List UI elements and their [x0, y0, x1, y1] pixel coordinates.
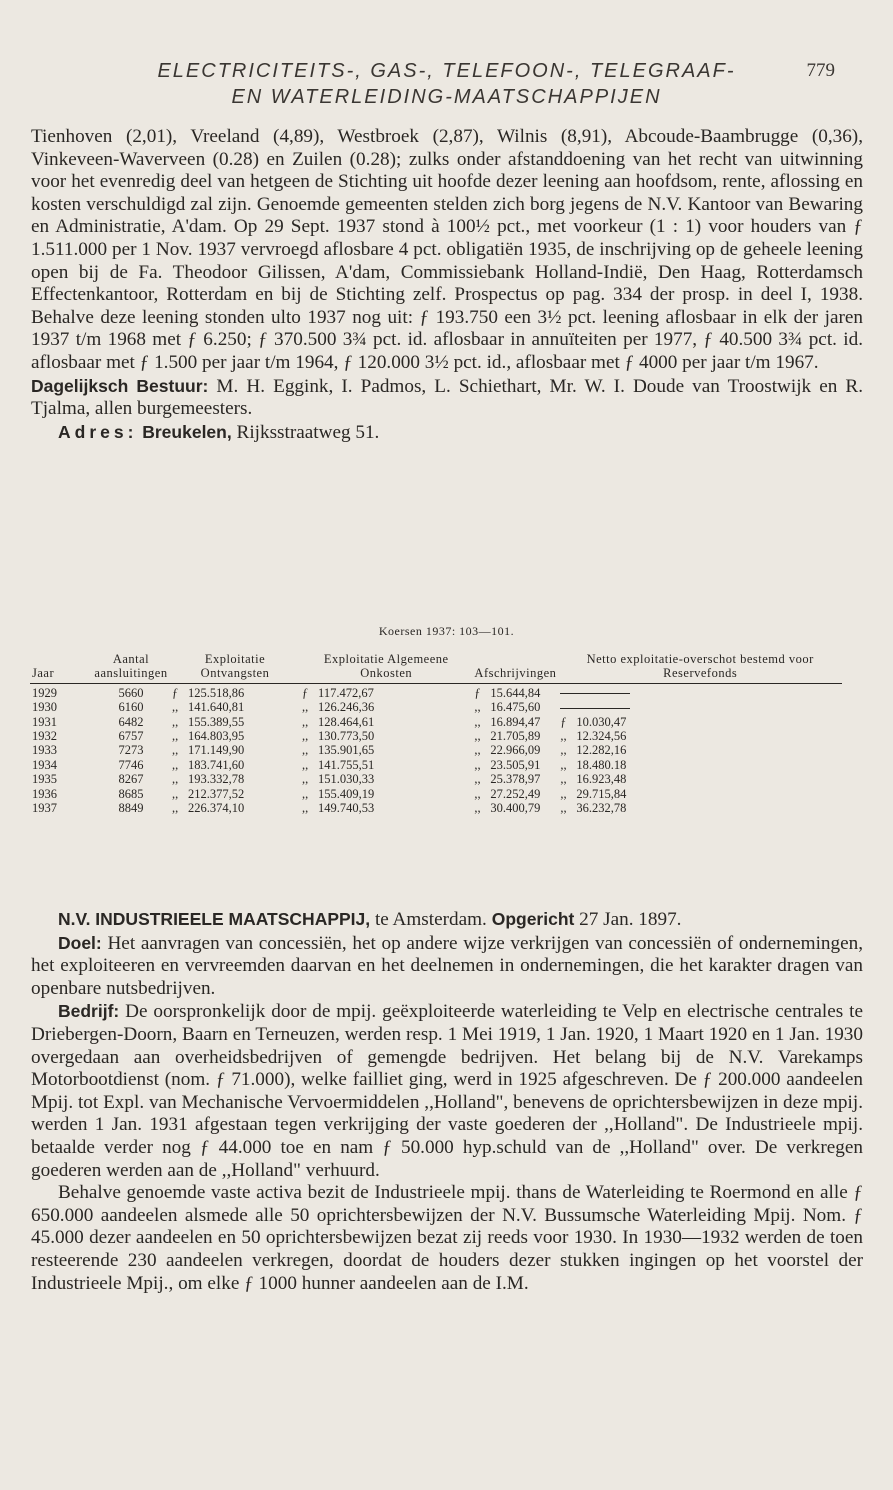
- cell-onkosten: [300, 758, 472, 772]
- currency-mark: ,,: [172, 743, 179, 758]
- amount-value: 171.149,90: [188, 743, 245, 758]
- currency-mark: ,,: [474, 743, 481, 758]
- currency-mark: ,,: [302, 757, 309, 772]
- currency-mark: ,,: [560, 757, 567, 772]
- amount-value: 29.715,84: [576, 786, 627, 801]
- currency-mark: ,,: [302, 700, 309, 715]
- cell-afschrijvingen: [472, 743, 558, 757]
- cell-netto: [558, 772, 842, 786]
- lower-text-block: [31, 908, 863, 1295]
- table-row: [30, 743, 842, 757]
- currency-mark: ,,: [172, 757, 179, 772]
- currency-mark: ,,: [560, 786, 567, 801]
- currency-mark: ,,: [302, 743, 309, 758]
- amount-value: 15.644,84: [490, 685, 541, 700]
- header-netto: Netto exploitatie-overschot bestemd voor Reservefonds: [558, 652, 842, 683]
- currency-mark: ƒ: [560, 714, 567, 729]
- amount-value: 155.389,55: [188, 714, 245, 729]
- currency-mark: ,,: [474, 757, 481, 772]
- paragraph-doel: [31, 932, 863, 1001]
- empty-dash: [560, 693, 630, 694]
- company-name: N.V. INDUSTRIEELE MAATSCHAPPIJ,: [58, 909, 371, 929]
- amount-value: 23.505,91: [490, 757, 541, 772]
- cell-ontvangsten: [170, 683, 300, 700]
- cell-onkosten: [300, 787, 472, 801]
- amount-value: 193.332,78: [188, 772, 245, 787]
- cell-jaar: 1930: [32, 700, 57, 715]
- currency-mark: ,,: [560, 743, 567, 758]
- cell-aantal: 6160: [118, 700, 144, 715]
- amount-value: 149.740,53: [318, 801, 375, 816]
- cell-jaar: 1933: [32, 743, 57, 758]
- cell-onkosten: [300, 700, 472, 714]
- bedrijf-label: Bedrijf:: [58, 1001, 120, 1022]
- cell-netto: [558, 801, 842, 815]
- amount-value: 12.282,16: [576, 743, 627, 758]
- cell-netto: [558, 683, 842, 700]
- table-row: [30, 787, 842, 801]
- currency-mark: ,,: [172, 714, 179, 729]
- currency-mark: ,,: [560, 801, 567, 816]
- amount-value: 10.030,47: [576, 714, 627, 729]
- cell-afschrijvingen: [472, 700, 558, 714]
- header-ontvangsten: Exploitatie Ontvangsten: [170, 652, 300, 683]
- cell-netto: [558, 729, 842, 743]
- running-header: [0, 58, 893, 110]
- currency-mark: ,,: [474, 714, 481, 729]
- cell-ontvangsten: [170, 715, 300, 729]
- currency-mark: ,,: [172, 700, 179, 715]
- paragraph-adres: [31, 421, 863, 445]
- cell-jaar: 1931: [32, 714, 57, 729]
- currency-mark: ,,: [172, 786, 179, 801]
- table-row: [30, 729, 842, 743]
- cell-jaar: 1929: [32, 685, 57, 700]
- cell-netto: [558, 787, 842, 801]
- header-jaar: Jaar: [30, 652, 92, 683]
- amount-value: 22.966,09: [490, 743, 541, 758]
- amount-value: 117.472,67: [318, 685, 374, 700]
- opgericht-date: 27 Jan. 1897.: [574, 909, 682, 930]
- currency-mark: ,,: [172, 772, 179, 787]
- cell-afschrijvingen: [472, 787, 558, 801]
- table-body: [30, 683, 842, 815]
- company-location: te Amsterdam.: [370, 909, 487, 930]
- header-aantal: Aantal aansluitingen: [92, 652, 170, 683]
- amount-value: 130.773,50: [318, 729, 375, 744]
- adres-label: Adres:: [58, 421, 138, 442]
- cell-jaar: 1934: [32, 757, 57, 772]
- cell-ontvangsten: [170, 743, 300, 757]
- cell-onkosten: [300, 801, 472, 815]
- cell-netto: [558, 743, 842, 757]
- cell-jaar: 1935: [32, 772, 57, 787]
- currency-mark: ,,: [302, 729, 309, 744]
- opgericht-label: Opgericht: [486, 909, 575, 929]
- paragraph-leening: Tienhoven (2,01), Vreeland (4,89), Westbroek (2,87), Wilnis (8,91), Abcoude-Baambrugge (0,36), Vinkeveen-Waverveen (0.28) en Zuilen (0.28); zulks onder afstanddoening van het recht van uitwinning voor het evenredig deel van hetgeen de Stichting uit hoofde dezer leening aan hoofdsom, rente, aflossing en kosten verschuldigd zal zijn. Genoemde gemeenten stelden zich borg jegens de N.V. Kantoor van Bewaring en Administratie, A'dam. Op 29 Sept. 1937 stond à 100½ pct., met voorkeur (1 : 1) voor houders van ƒ 1.511.000 per 1 Nov. 1937 vervroegd aflosbare 4 pct. obligatiën 1935, de inschrijving op de geheele leening open bij de Fa. Theodoor Gilissen, A'dam, Commissiebank Holland-Indië, Den Haag, Rotterdamsch Effectenkantoor, Rotterdam en bij de Stichting zelf. Prospectus op pag. 334 der prosp. in deel I, 1938. Behalve deze leening stonden ulto 1937 nog uit: ƒ 193.750 een 3½ pct. leening aflosbaar in elk der jaren 1937 t/m 1968 met ƒ 6.250; ƒ 370.500 3¾ pct. id. aflosbaar in annuïteiten per 1977, ƒ 40.500 3¾ pct. id. aflosbaar met ƒ 1.500 per jaar t/m 1964, ƒ 120.000 3½ pct. id., aflosbaar met ƒ 4000 per jaar t/m 1967.: [31, 126, 863, 373]
- page-number: 779: [806, 60, 835, 81]
- currency-mark: ƒ: [302, 685, 309, 700]
- cell-ontvangsten: [170, 700, 300, 714]
- currency-mark: ,,: [474, 801, 481, 816]
- cell-ontvangsten: [170, 772, 300, 786]
- cell-afschrijvingen: [472, 683, 558, 700]
- bestuur-text: M. H. Eggink, I. Padmos, L. Schiethart, Mr. W. I. Doude van Troostwijk en R. Tjalma, allen burgemeesters.: [31, 375, 863, 420]
- cell-aantal: 6482: [118, 714, 144, 729]
- amount-value: 16.894,47: [490, 714, 541, 729]
- header-line-1: ELECTRICITEITS-, GAS-, TELEFOON-, TELEGRAAF-: [157, 60, 736, 82]
- cell-jaar: 1932: [32, 729, 57, 744]
- cell-onkosten: [300, 772, 472, 786]
- cell-aantal: 6757: [118, 729, 144, 744]
- cell-aantal: 7746: [118, 757, 144, 772]
- amount-value: 212.377,52: [188, 786, 245, 801]
- cell-afschrijvingen: [472, 758, 558, 772]
- adres-city: Breukelen,: [142, 421, 232, 442]
- amount-value: 126.246,36: [318, 700, 375, 715]
- amount-value: 141.755,51: [318, 757, 375, 772]
- financial-table: [30, 652, 842, 815]
- currency-mark: ,,: [302, 714, 309, 729]
- cell-aantal: 8267: [118, 772, 144, 787]
- cell-jaar: 1936: [32, 786, 57, 801]
- table-row: [30, 801, 842, 815]
- cell-aantal: 5660: [118, 685, 144, 700]
- amount-value: 128.464,61: [318, 714, 375, 729]
- currency-mark: ,,: [172, 729, 179, 744]
- cell-ontvangsten: [170, 758, 300, 772]
- amount-value: 226.374,10: [188, 801, 245, 816]
- currency-mark: ,,: [474, 786, 481, 801]
- currency-mark: ,,: [560, 729, 567, 744]
- cell-ontvangsten: [170, 801, 300, 815]
- table-header-row: [30, 652, 842, 683]
- paragraph-nv-title: [31, 908, 863, 932]
- currency-mark: ,,: [474, 729, 481, 744]
- currency-mark: ƒ: [474, 685, 481, 700]
- amount-value: 16.475,60: [490, 700, 541, 715]
- amount-value: 30.400,79: [490, 801, 541, 816]
- cell-afschrijvingen: [472, 772, 558, 786]
- header-afschrijvingen: Afschrijvingen: [472, 652, 558, 683]
- currency-mark: ,,: [172, 801, 179, 816]
- cell-jaar: 1937: [32, 801, 57, 816]
- amount-value: 27.252,49: [490, 786, 541, 801]
- amount-value: 151.030,33: [318, 772, 375, 787]
- amount-value: 16.923,48: [576, 772, 627, 787]
- bestuur-label: Dagelijksch Bestuur:: [31, 375, 209, 396]
- header-onkosten: Exploitatie Algemeene Onkosten: [300, 652, 472, 683]
- amount-value: 25.378,97: [490, 772, 541, 787]
- cell-ontvangsten: [170, 787, 300, 801]
- currency-mark: ,,: [560, 772, 567, 787]
- paragraph-activa: Behalve genoemde vaste activa bezit de Industrieele mpij. thans de Waterleiding te Roermond en alle ƒ 650.000 aandeelen alsmede alle 50 oprichtersbewijzen der N.V. Bussumsche Waterleiding Mpij. Nom. ƒ 45.000 dezer aandeelen en 50 oprichtersbewijzen bezat zij reeds voor 1930. In 1930—1932 werden de toen resteerende 230 aandeelen verkregen, doordat de houders dezer stukken ingingen op het voorstel der Industrieele Mpij., om elke ƒ 1000 hunner aandeelen aan de I.M.: [31, 1182, 863, 1294]
- table-row: [30, 700, 842, 714]
- cell-onkosten: [300, 729, 472, 743]
- amount-value: 164.803,95: [188, 729, 245, 744]
- amount-value: 125.518,86: [188, 685, 245, 700]
- adres-street: Rijksstraatweg 51.: [231, 421, 380, 443]
- cell-onkosten: [300, 715, 472, 729]
- amount-value: 21.705,89: [490, 729, 541, 744]
- cell-aantal: 8685: [118, 786, 144, 801]
- cell-onkosten: [300, 683, 472, 700]
- currency-mark: ,,: [474, 772, 481, 787]
- cell-onkosten: [300, 743, 472, 757]
- cell-afschrijvingen: [472, 729, 558, 743]
- currency-mark: ƒ: [172, 685, 179, 700]
- amount-value: 141.640,81: [188, 700, 245, 715]
- currency-mark: ,,: [302, 786, 309, 801]
- cell-netto: [558, 700, 842, 714]
- paragraph-bedrijf: [31, 1000, 863, 1182]
- amount-value: 183.741,60: [188, 757, 245, 772]
- table-row: [30, 772, 842, 786]
- table-row: [30, 758, 842, 772]
- currency-mark: ,,: [474, 700, 481, 715]
- cell-afschrijvingen: [472, 715, 558, 729]
- doel-label: Doel:: [58, 932, 102, 953]
- currency-mark: ,,: [302, 801, 309, 816]
- table-row: [30, 715, 842, 729]
- bedrijf-text: De oorspronkelijk door de mpij. geëxploiteerde waterleiding te Velp en electrische centrales te Driebergen-Doorn, Baarn en Terneuzen, werden resp. 1 Mei 1919, 1 Jan. 1920, 1 Maart 1920 en 1 Jan. 1930 overgedaan aan overheidsbedrijven of gemengde bedrijven. Het belang bij de N.V. Varekamps Motorbootdienst (nom. ƒ 71.000), welke failliet ging, werd in 1925 afgeschreven. De ƒ 200.000 aandeelen Mpij. tot Expl. van Mechanische Vervoermiddelen ,,Holland", benevens de oprichtersbewijzen in deze mpij. werden 1 Jan. 1931 afgestaan tegen verkrijging der vaste goederen der ,,Holland". De Industrieele mpij. betaalde verder nog ƒ 44.000 toe en nam ƒ 50.000 hyp.schuld van de ,,Holland" over. De verkregen goederen werden aan de ,,Holland" verhuurd.: [31, 1001, 863, 1181]
- cell-netto: [558, 715, 842, 729]
- amount-value: 135.901,65: [318, 743, 375, 758]
- cell-afschrijvingen: [472, 801, 558, 815]
- amount-value: 18.480.18: [576, 757, 627, 772]
- currency-mark: ,,: [302, 772, 309, 787]
- header-line-2: EN WATERLEIDING-MAATSCHAPPIJEN: [231, 86, 662, 108]
- cell-aantal: 7273: [118, 743, 144, 758]
- doel-text: Het aanvragen van concessiën, het op andere wijze verkrijgen van concessiën of ondernemingen, het exploiteeren en vervreemden daarvan en het deelnemen in ondernemingen, die het karakter dragen van openbare nutsbedrijven.: [31, 932, 863, 999]
- amount-value: 12.324,56: [576, 729, 627, 744]
- amount-value: 155.409,19: [318, 786, 375, 801]
- empty-dash: [560, 708, 630, 709]
- upper-text-block: [31, 126, 863, 444]
- cell-ontvangsten: [170, 729, 300, 743]
- table-row: [30, 683, 842, 700]
- cell-netto: [558, 758, 842, 772]
- amount-value: 36.232,78: [576, 801, 627, 816]
- cell-aantal: 8849: [118, 801, 144, 816]
- paragraph-bestuur: [31, 375, 863, 421]
- table-caption: Koersen 1937: 103—101.: [378, 624, 515, 638]
